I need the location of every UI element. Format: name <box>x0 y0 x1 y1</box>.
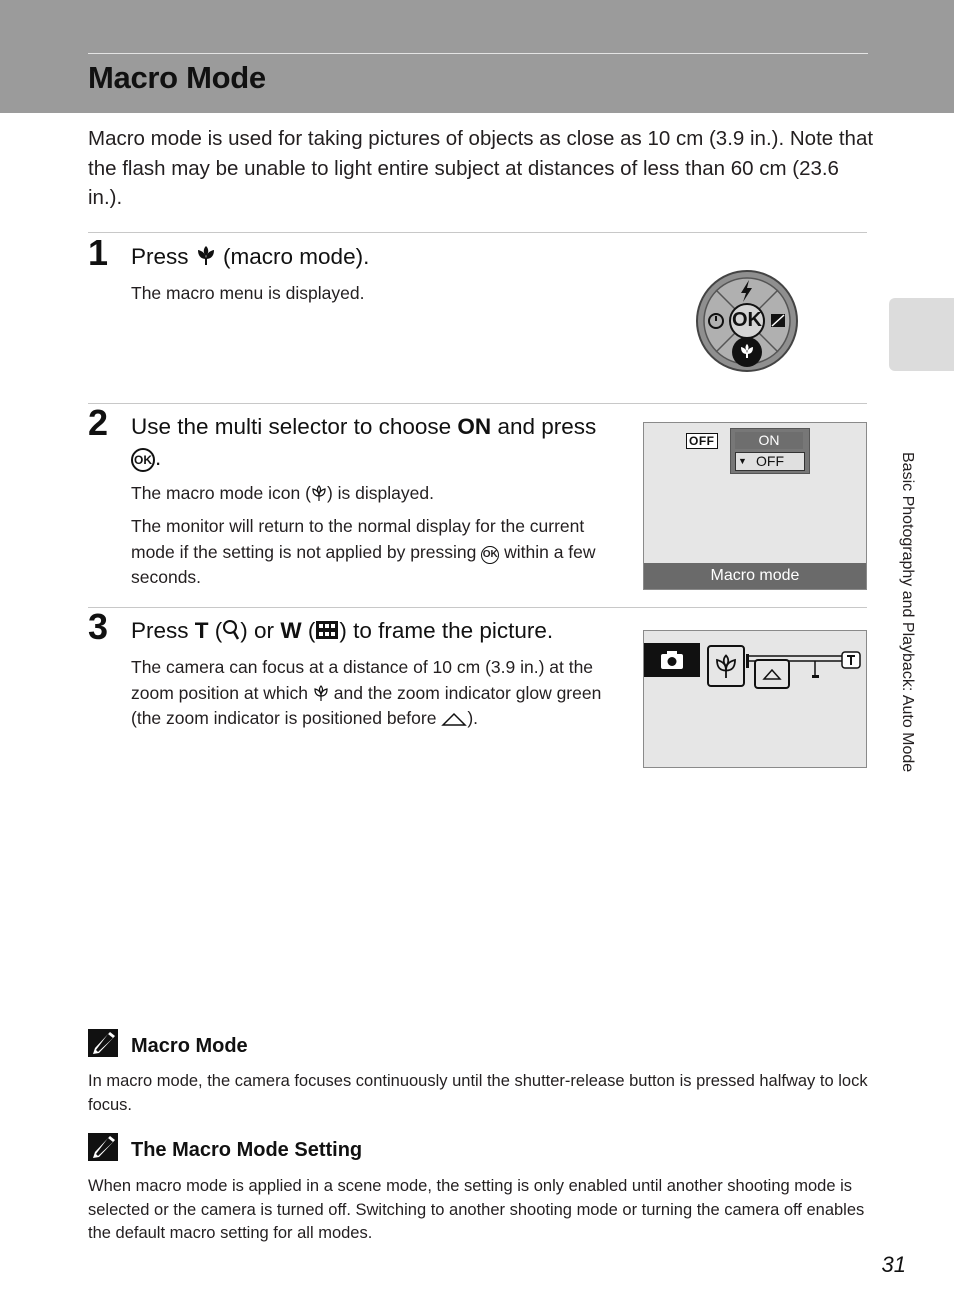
step-3-text-a: The camera can focus at a distance of 10 cm (3.9 in.) at the zoom position at which <box>131 657 594 703</box>
note-1-title: Macro Mode <box>131 1035 248 1057</box>
macro-outline-icon <box>313 684 329 702</box>
note-2-text: When macro mode is applied in a scene mode, the setting is only enabled until another shooting mode is selected or the camera is turned off. Switching to another shooting mode or turning the camera off enables the default macro setting for all modes. <box>88 1177 865 1242</box>
step-2-text-2 <box>131 514 611 591</box>
note-pencil-icon <box>88 1133 118 1161</box>
step-3-text <box>131 655 621 732</box>
zoom-position-marker <box>754 659 790 689</box>
ok-button-icon: OK <box>481 546 499 564</box>
section-tab <box>889 298 954 371</box>
step-2-text-2-end: within a few seconds. <box>131 541 596 587</box>
macro-status-box <box>707 645 745 687</box>
macro-icon <box>195 243 217 267</box>
shooting-mode-badge <box>644 643 700 677</box>
macro-zoom-marker-icon <box>762 667 782 681</box>
step-2-title-before: Use the multi selector to choose <box>131 414 452 439</box>
zoom-tele-key: T <box>194 618 209 643</box>
step-1-title-rest: (macro mode). <box>223 244 370 269</box>
step-3-text-b: and the zoom indicator glow green (the zoom indicator is positioned before <box>131 682 602 728</box>
header-rule <box>88 53 868 54</box>
step-1-title <box>131 241 369 272</box>
thumbnail-icon <box>315 619 339 641</box>
note-2-title: The Macro Mode Setting <box>131 1139 363 1161</box>
step-1-text: The macro menu is displayed. <box>131 283 365 303</box>
step-3-title-end: to frame the picture. <box>353 618 554 643</box>
macro-zoom-marker-icon <box>441 711 467 727</box>
step-divider <box>88 607 867 608</box>
step-1-title-press: Press <box>131 244 189 269</box>
camera-icon <box>660 650 684 670</box>
macro-menu-screen <box>643 422 867 590</box>
header-band <box>0 0 954 113</box>
step-2-number: 2 <box>88 402 109 443</box>
step-2-text-1 <box>131 481 611 507</box>
zoom-in-icon <box>222 619 240 641</box>
zoom-wide-key: W <box>280 618 302 643</box>
step-3-number: 3 <box>88 606 109 647</box>
step-2-title-after: and press <box>497 414 597 439</box>
macro-menu-box <box>730 428 810 474</box>
ok-button-icon: OK <box>131 448 155 472</box>
page-number: 31 <box>881 1252 906 1277</box>
chevron-down-icon: ▼ <box>738 456 747 466</box>
intro-paragraph: Macro mode is used for taking pictures of objects as close as 10 cm (3.9 in.). Note that the flash may be unable to light entire subject at distances of less than 60 cm (23.6 in.). <box>88 127 874 209</box>
section-label: Basic Photography and Playback: Auto Mode <box>899 452 916 773</box>
step-divider <box>88 232 867 233</box>
step-divider <box>88 403 867 404</box>
step-2-title <box>131 411 621 473</box>
macro-outline-icon <box>311 484 327 502</box>
step-3-title-press: Press <box>131 618 189 643</box>
step-2-title-end: . <box>155 445 162 470</box>
step-1-number: 1 <box>88 232 109 273</box>
step-2-text-1-after: ) is displayed. <box>326 483 434 503</box>
note-1-text: In macro mode, the camera focuses continuously until the shutter-release button is pressed halfway to lock focus. <box>88 1072 868 1114</box>
note-pencil-icon <box>88 1029 118 1057</box>
zoom-indicator-screen <box>643 630 867 768</box>
page-title: Macro Mode <box>88 60 266 95</box>
step-2-text-2-body: The monitor will return to the normal display for the current mode if the setting is not applied by pressing <box>131 516 585 562</box>
step-3-title: Press T ( ) or W ( ) to frame the picture. <box>131 618 554 643</box>
step-3-text-c: ). <box>467 708 479 728</box>
step-2-text-1-before: The macro mode icon ( <box>131 483 311 503</box>
screen-caption: Macro mode <box>644 563 866 589</box>
menu-option-off: OFF <box>735 452 805 471</box>
macro-outline-icon <box>714 652 738 680</box>
step-2-title-on: ON <box>457 414 492 439</box>
ok-button-label: OK <box>732 309 762 331</box>
step-3-title-or: or <box>254 618 275 643</box>
menu-option-on: ON <box>735 432 803 449</box>
macro-off-status-icon: OFF <box>686 433 718 449</box>
